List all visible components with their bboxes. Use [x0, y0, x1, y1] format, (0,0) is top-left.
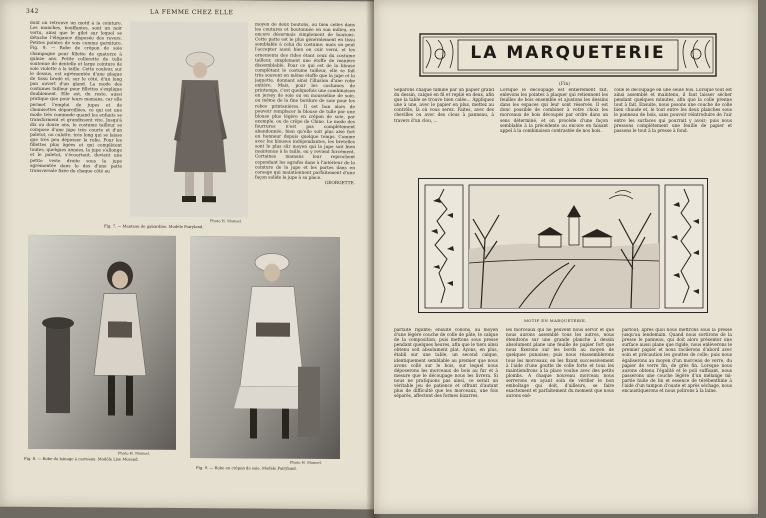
- coat-figure-illustration: [130, 22, 248, 218]
- marquetry-landscape-illustration: [419, 179, 708, 313]
- right-text-column-3: [622, 328, 732, 506]
- intro-column-2: [500, 88, 608, 173]
- title-banner: [418, 28, 718, 82]
- marquetry-artwork: [418, 178, 708, 313]
- photo-woman-credit: Photo H. Manuel.: [290, 460, 322, 465]
- intro-column-2-text: Lorsque le découpage est entièrement fait, enlevons les pointes à plaquer qui retiennent les feuilles de bois ensemble et ajustons les dessins dans les espaces qui leur sont réservés. Il est donc possible de combiner à votre choix les morceaux de bois découpés par ordre dans un sens déterminé, et on procède d'une façon semblable à la précédente ou encore en faisant appel à la combinaison contrastée de nos bois.: [500, 88, 608, 134]
- artwork-caption: MOTIF EN MARQUETERIE.: [524, 318, 587, 323]
- intro-column-3-text: collé le découpage en une seule fois. Lorsque tout est ainsi assemblé et maintenu, il faut laisser sécher pendant quelques minutes, afin que la colle prenne tout à fait. Ensuite, nous posons une couche de colle bien chaude et, le tout entre les deux planches sous le panneau de bois, sans pouvoir réintroduire de l'air entre les surfaces qui pourrait y avoir; puis nous pressons complètement une feuille de papier et passons le tout à la presse à fond.: [614, 88, 732, 134]
- photo-coat-credit: Photo H. Manuel.: [210, 219, 242, 224]
- article-title: LA MARQUETERIE: [470, 43, 666, 63]
- right-column-1-text: parfaite rigidité; ensuite collons, au moyen d'une légère couche de colle de pâte, le calque de la composition, puis mettons sous presse pendant quelques heures, afin que le tiers ainsi obtenu soit absolument plat. Ayons, en plus, établi sur une table, un second calque, identiquement semblable au premier que nous avons collé sur le bois, sur lequel nous déposerons les morceaux de bois au fur et à mesure que le découpage nous les livrera. Si nous ne pratiquons pas ainsi, ce serait un véritable jeu de patience et offrant d'autant plus de difficulté que les morceaux, une fois séparés, affectent des formes bizarres.: [394, 328, 498, 400]
- intro-column-1-text: Séparons chaque famille par un papier grand du dessin, calqué en fil et replié en deux, afin que la table se trouve bien calée... Appliquez une à une, avec le papier en plus, mettez au contrôle, là où vous serez. Faites, avec des chevilles ou avec des clous à panneau, à travers d'un clou, ...: [394, 88, 494, 124]
- left-column-1-text: dont on retrouve un motif à la ceinture. Les manches, bouffantes, sont un noir vertu, ainsi que le gilet sur lequel se détache l'élégance disposée des revers. Petites pointes de sois comme garniture. Fig. 9. — Robe de crêpon de soie champagne pour fillette de quatorze à quinze ans. Petite collerette de tulle soutenue de dentelle et large ceinture de soie violette à la taille. Cette couleur, sur le dessus, est agrémentée d'une plaque de tissu brodé et, sur le côté, d'un long pan ouvert d'un gland. La mode des costumes tailleur pour fillettes s'explique doublement. Elle est, du reste, aussi pratique que pour leurs mamans, car elle permet l'emploi de jupes et de chemisettes dépareillées, ce qui est une mode très commode quand les enfants se transforment et grandissent vite. Jusqu'à dix ou douze ans, le costume tailleur se compose d'une jupe très courte et d'un paletot, ou culotte, très long qui se laisse que très peu dépasser la robe. Pour les fillettes plus âgées et qui complètent toutes, quelques années, la jupe s'allonge et le paletot, s'écourtant, devient une petite veste droite sous la jupe agrémentée dans le dos d'une patte transversale fixée de chaque côté au: [30, 20, 122, 175]
- photo-coat: [130, 22, 248, 218]
- right-text-column-1: [394, 328, 498, 506]
- left-column-2-signature: GEORGETTE.: [324, 180, 355, 187]
- intro-column-1: [394, 88, 494, 173]
- photo-girl-dress: [28, 235, 176, 450]
- page-number: 342: [26, 7, 39, 15]
- right-page: [374, 0, 758, 514]
- left-text-column-1: [30, 21, 122, 232]
- right-column-2-text: les morceaux qui ne peuvent nous servir et que nous aurons assemblé tous les autres, nous étendrons sur une grande planche à dessin absolument plane une feuille de papier fort que nous fixerons sur les bords au moyen de quelques punaises; puis nous réassemblerons tous les morceaux, en les fixant successivement à l'aide d'une goutte de colle forte et tous les maintiendrons à la place voulue avec des petits plombs. A chaque nouveau morceau nous serrerons en ayant soin de vérifier le bon emboîtage qui doit, d'ailleurs, se faire exactement et parfaitement du moment que nous aurons exé-: [506, 328, 614, 400]
- photo-woman-caption: Fig. 9. — Robe en crêpon de soie. Modèle Fairyland.: [196, 465, 297, 471]
- girl-figure-illustration: [28, 235, 176, 450]
- right-column-3-text: partout; après quoi nous mettrons sous la presse jusqu'au lendemain. Quand nous sortirons de la presse le panneau, qui doit alors présenter une surface aussi plane que rigide, nous enlèverons le premier papier et nous racilerons d'abord avec soin et précaution les gouttes de colle; puis nous égaliserons au moyen d'un morceau de verre, du papier de verre fin, de grès fin. Lorsque nous aurons obtenu l'égalité et le poli suffisant, nous passerons une couche légère d'un mélange mi-partie huile de lin et essence de térébenthine à l'aide d'un tampon d'ouate et après séchage, nous encaustiquerons et nous polirons à la laine.: [622, 328, 732, 395]
- left-text-column-2: [255, 22, 355, 249]
- running-title: LA FEMME CHEZ ELLE: [150, 8, 234, 17]
- right-text-column-2: [506, 328, 614, 506]
- intro-column-3: [614, 88, 732, 173]
- left-page: [0, 0, 378, 509]
- article-subtitle: (Fin): [559, 82, 570, 87]
- left-column-2-text: moyen de deux boutons, ou bien celles dans les coutures et boutonnée en son milieu, en encore désormais simplement de boutons. Cette patte est le plus généralement en tissu semblable à celui du costume; mais on peut l'accepter aussi bien en cuir verni, et les ornements des rides étant ceux du costume tailleur, simplement une étoffe de manière dissemblable. Pour ce qui est de la blouse complétant le costume tailleur, elle se fait très souvent en même étoffe que la jupe et la jaquette, donnant ainsi l'illusion d'une robe entière. Mais, pour les costumes de printemps, c'est quelquefois une combinaison en jersey de soie ou en mousseline de soie, ou même de la fine bordure de soie pour les robes printanières. Il est bon alors de pouvoir remplacer la blouse de tulle par une blouse plus légère en crêpon de soie, par exemple, ou de crêpe de Chine. Le mode des fourrures n'est pas complètement abandonnée, bien qu'elle soit plus aisé fort en honneur depuis quelque temps. Comme avec les blouses indépendantes, les bretelles sont le plus sûr moyen qui la jupe soit bien maintenue à la taille, en y revient forcément. Certaines mamans leur reprochent cependant les agrafes dans à l'intérieur de la ceinture de la jupe et les portes dans en corsage qui maintiennent parfaitement d'une façon solide la jupe à sa place.: [255, 22, 355, 181]
- woman-figure-illustration: [190, 236, 340, 459]
- photo-woman-dress: [190, 236, 340, 459]
- photo-coat-caption: Fig. 7. — Manteau de gabardine. Modèle Fairyland.: [104, 223, 204, 230]
- photo-girl-caption: Fig. 8. — Robe de lainage à carreaux. Modèle Lise Morand.: [24, 455, 139, 462]
- photo-girl-credit: Photo H. Manuel.: [118, 451, 150, 456]
